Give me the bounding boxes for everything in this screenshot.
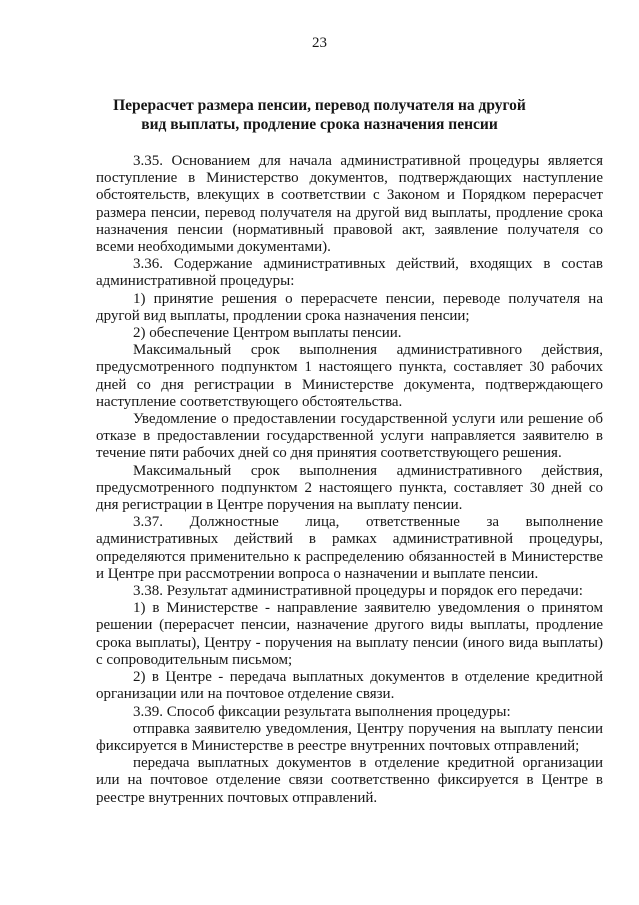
- paragraph-3-36: 3.36. Содержание административных действий, входящих в состав административной процедуры:: [96, 256, 603, 290]
- page-number: 23: [312, 35, 327, 51]
- paragraph-3-37: 3.37. Должностные лица, ответственные за выполнение административных действий в рамках административной процедуры, определяются применительно к распределению обязанностей в Министерстве и Центре при рассмотрении вопроса о назначении и выплате пенсии.: [96, 514, 603, 582]
- paragraph-max-term-2: Максимальный срок выполнения административного действия, предусмотренного подпунктом 2 настоящего пункта, составляет 30 дней со дня регистрации в Центре поручения на выплату пенсии.: [96, 462, 603, 514]
- fixation-item-2: передача выплатных документов в отделение кредитной организации или на почтовое отделение связи соответственно фиксируется в Центре в реестре внутренних почтовых отправлений.: [96, 755, 603, 806]
- section-heading-line: Перерасчет размера пенсии, перевод получателя на другой: [113, 97, 526, 114]
- list-item-2: 2) обеспечение Центром выплаты пенсии.: [133, 325, 402, 342]
- section-heading-line: вид выплаты, продление срока назначения пенсии: [141, 116, 498, 133]
- paragraph-3-39: 3.39. Способ фиксации результата выполнения процедуры:: [133, 703, 511, 720]
- list-item-1: 1) принятие решения о перерасчете пенсии, переводе получателя на другой вид выплаты, продлении срока назначения пенсии;: [96, 290, 603, 324]
- result-item-2: 2) в Центре - передача выплатных документов в отделение кредитной организации или на почтовое отделение связи.: [96, 669, 603, 703]
- paragraph-3-35: 3.35. Основанием для начала административной процедуры является поступление в Министерство документов, подтверждающих наступление обстоятельств, влекущих в соответствии с Законом и Порядком перерасчет размера пенсии, перевод получателя на другой вид выплаты, продление срока назначения пенсии (нормативный правовой акт, заявление получателя со всеми необходимыми документами).: [96, 153, 603, 256]
- fixation-item-1: отправка заявителю уведомления, Центру поручения на выплату пенсии фиксируется в Министерстве в реестре внутренних почтовых отправлений;: [96, 720, 603, 754]
- result-item-1: 1) в Министерстве - направление заявителю уведомления о принятом решении (перерасчет пенсии, назначение другого виды выплаты, продление срока выплаты), Центру - поручения на выплату пенсии (иного вида выплаты) с сопроводительным письмом;: [96, 600, 603, 668]
- paragraph-notification: Уведомление о предоставлении государственной услуги или решение об отказе в предоставлении государственной услуги направляется заявителю в течение пяти рабочих дней со дня принятия соответствующего решения.: [96, 411, 603, 462]
- paragraph-3-38: 3.38. Результат административной процедуры и порядок его передачи:: [133, 583, 583, 600]
- document-body: [96, 153, 603, 807]
- section-heading: [60, 96, 579, 134]
- paragraph-max-term-1: Максимальный срок выполнения административного действия, предусмотренного подпунктом 1 настоящего пункта, составляет 30 рабочих дней со дня регистрации в Министерстве документа, подтверждающего наступление соответствующего обстоятельства.: [96, 342, 603, 410]
